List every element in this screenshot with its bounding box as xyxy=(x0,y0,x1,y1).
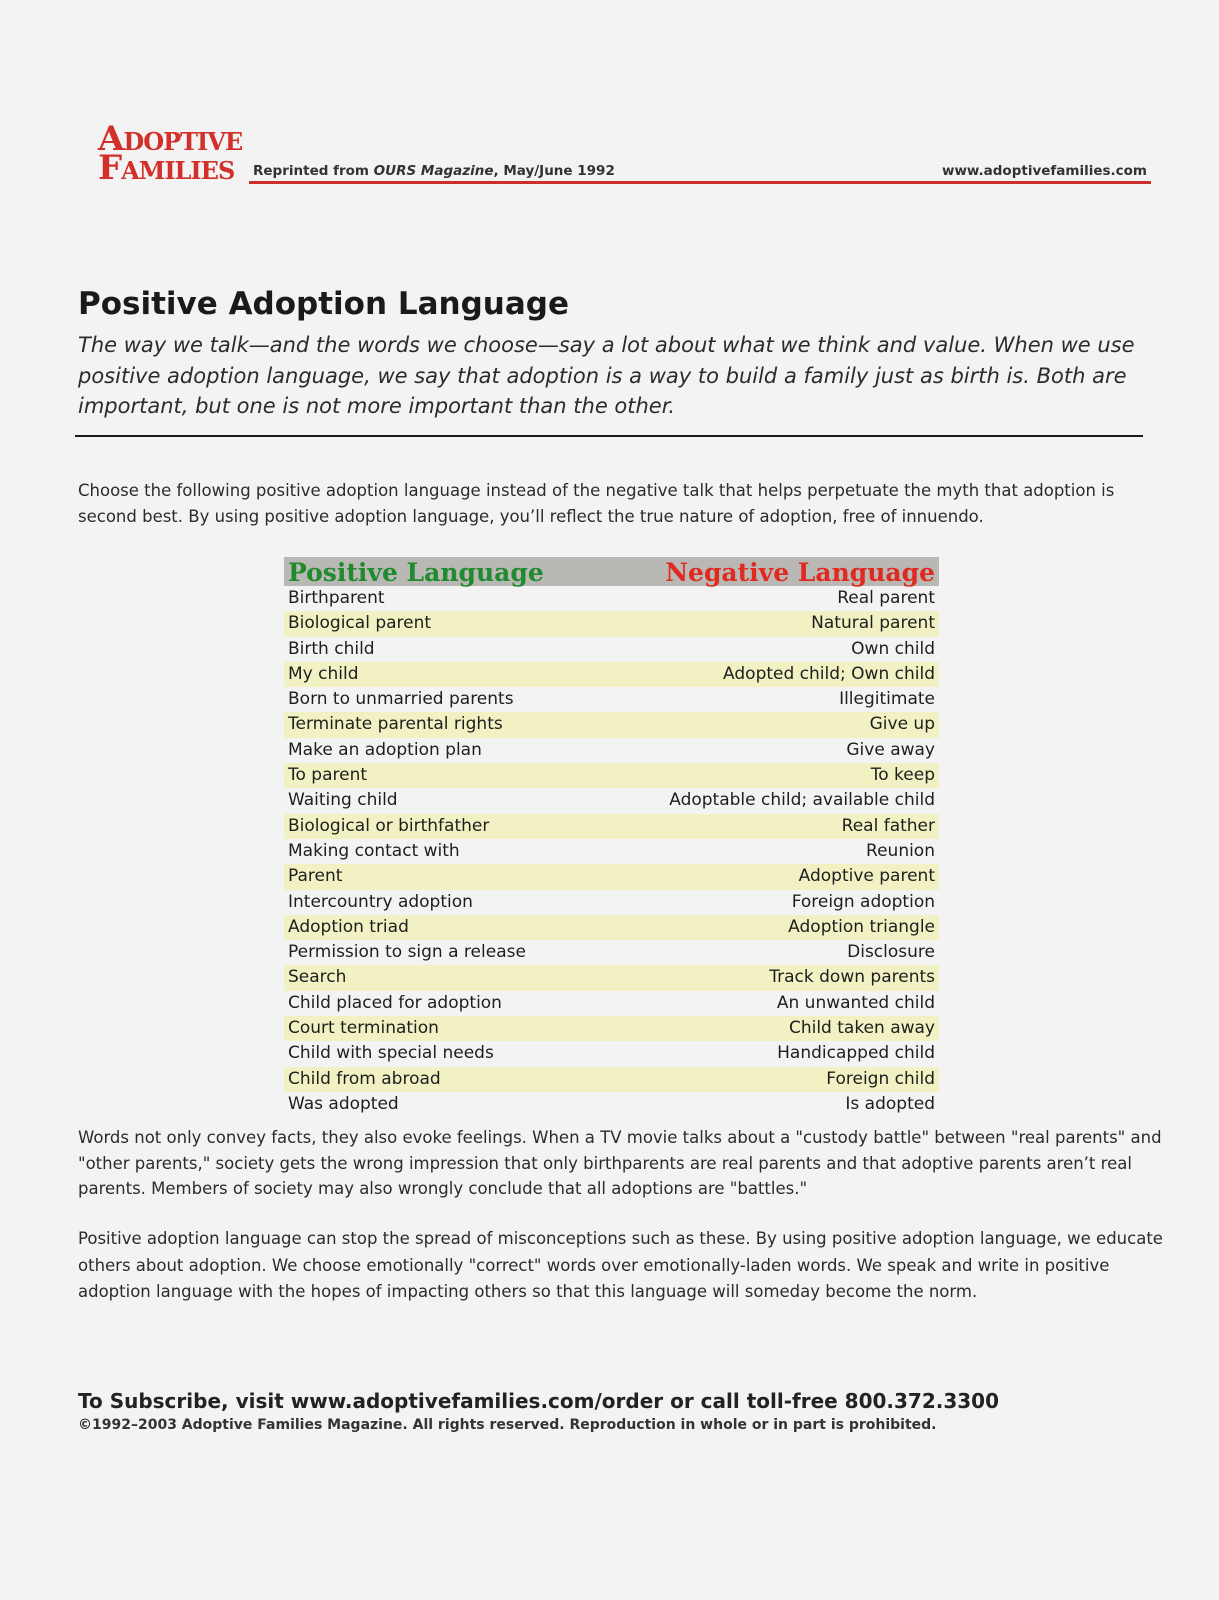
negative-term: Track down parents xyxy=(769,967,935,988)
logo-line2: Families xyxy=(98,147,235,188)
negative-term: An unwanted child xyxy=(776,992,935,1013)
positive-term: Waiting child xyxy=(288,790,398,811)
table-row xyxy=(284,864,939,889)
positive-term: Born to unmarried parents xyxy=(288,689,514,710)
positive-term: Adoption triad xyxy=(288,916,409,937)
table-row xyxy=(284,1092,939,1117)
lead-divider xyxy=(75,435,1143,437)
negative-term: Adoptable child; available child xyxy=(669,790,935,811)
reprint-suffix: , May/June 1992 xyxy=(493,163,615,179)
body-paragraph-2: Positive adoption language can stop the spread of misconceptions such as these. By using positive adoption language, we educate others about adoption. We choose emotionally "correct" words over emotionally-laden words. We speak and write in positive adoption language with the hopes of impacting others so that this language will someday become the norm. xyxy=(78,1229,1163,1301)
body-paragraph-1: Words not only convey facts, they also evoke feelings. When a TV movie talks about a "custody battle" between "real parents" and "other parents," society gets the wrong impression that only birthparents are real parents and that adoptive parents aren’t real parents. Members of society may also wrongly conclude that all adoptions are "battles." xyxy=(78,1128,1162,1198)
negative-term: Adoptive parent xyxy=(798,866,935,887)
positive-term: Child placed for adoption xyxy=(288,992,502,1013)
negative-term: Foreign adoption xyxy=(791,891,935,912)
negative-term: Adopted child; Own child xyxy=(723,663,935,684)
table-row xyxy=(284,586,939,611)
reprint-magazine: OURS Magazine xyxy=(373,163,494,179)
negative-term: Real parent xyxy=(837,588,935,608)
positive-term: Birthparent xyxy=(288,588,385,608)
negative-term: Is adopted xyxy=(845,1093,935,1114)
positive-term: Terminate parental rights xyxy=(288,714,503,735)
table-row xyxy=(284,712,939,737)
positive-term: Search xyxy=(288,967,347,988)
table-row xyxy=(284,839,939,864)
table-row xyxy=(284,1067,939,1092)
subscribe-line: To Subscribe, visit www.adoptivefamilies.com/order or call toll-free 800.372.3300 xyxy=(78,1389,1000,1413)
table-row xyxy=(284,763,939,788)
page-title: Positive Adoption Language xyxy=(78,286,569,322)
positive-term: Was adopted xyxy=(288,1093,399,1114)
negative-term: Child taken away xyxy=(788,1018,935,1039)
table-row xyxy=(284,814,939,839)
table-row xyxy=(284,890,939,915)
copyright-line: ©1992–2003 Adoptive Families Magazine. All rights reserved. Reproduction in whole or in part is prohibited. xyxy=(78,1417,937,1433)
negative-term: Adoption triangle xyxy=(788,916,935,937)
table-row xyxy=(284,1041,939,1066)
positive-term: Parent xyxy=(288,866,343,887)
table-row xyxy=(284,611,939,636)
negative-language-header: Negative Language xyxy=(665,558,935,587)
positive-term: Make an adoption plan xyxy=(288,739,482,760)
positive-language-header: Positive Language xyxy=(288,558,544,587)
positive-term: My child xyxy=(288,663,359,684)
negative-term: Reunion xyxy=(866,840,935,861)
intro-paragraph: Choose the following positive adoption language instead of the negative talk that helps perpetuate the myth that adoption is second best. By using positive adoption language, you’ll reflect the true nature of adoption, free of innuendo. xyxy=(78,481,1115,526)
negative-term: Give up xyxy=(869,714,935,735)
negative-term: Handicapped child xyxy=(777,1043,935,1064)
positive-term: Permission to sign a release xyxy=(288,942,526,963)
table-row xyxy=(284,788,939,813)
website-url[interactable]: www.adoptivefamilies.com xyxy=(941,163,1147,179)
table-rows xyxy=(284,586,939,1117)
negative-term: To keep xyxy=(870,765,935,786)
negative-term: Own child xyxy=(851,638,935,659)
positive-term: Court termination xyxy=(288,1018,439,1039)
table-row xyxy=(284,915,939,940)
adoptive-families-logo xyxy=(98,119,243,188)
negative-term: Natural parent xyxy=(811,613,935,634)
table-row xyxy=(284,687,939,712)
table-row xyxy=(284,738,939,763)
negative-term: Disclosure xyxy=(847,942,935,963)
positive-term: Child from abroad xyxy=(288,1068,441,1089)
negative-term: Illegitimate xyxy=(839,689,935,710)
table-header xyxy=(284,557,939,586)
positive-term: Making contact with xyxy=(288,840,460,861)
language-table xyxy=(284,557,939,1117)
positive-term: Birth child xyxy=(288,638,375,659)
table-row xyxy=(284,965,939,990)
positive-term: Intercountry adoption xyxy=(288,891,473,912)
positive-term: Biological parent xyxy=(288,613,432,634)
negative-term: Foreign child xyxy=(826,1068,935,1089)
reprint-prefix: Reprinted from xyxy=(253,163,374,179)
header-divider xyxy=(249,181,1151,184)
table-row xyxy=(284,1016,939,1041)
table-row xyxy=(284,991,939,1016)
table-row xyxy=(284,940,939,965)
lead-paragraph: The way we talk—and the words we choose—say a lot about what we think and value. When we use positive adoption language, we say that adoption is a way to build a family just as birth is. Both are important, but one is not more important than the other. xyxy=(78,333,1135,418)
table-row xyxy=(284,637,939,662)
reprint-notice xyxy=(253,163,615,179)
positive-term: Biological or birthfather xyxy=(288,815,490,836)
positive-term: Child with special needs xyxy=(288,1043,494,1064)
negative-term: Real father xyxy=(841,815,935,836)
negative-term: Give away xyxy=(846,739,935,760)
logo-line1: Adoptive xyxy=(98,119,243,159)
table-row xyxy=(284,662,939,687)
positive-term: To parent xyxy=(288,765,368,786)
